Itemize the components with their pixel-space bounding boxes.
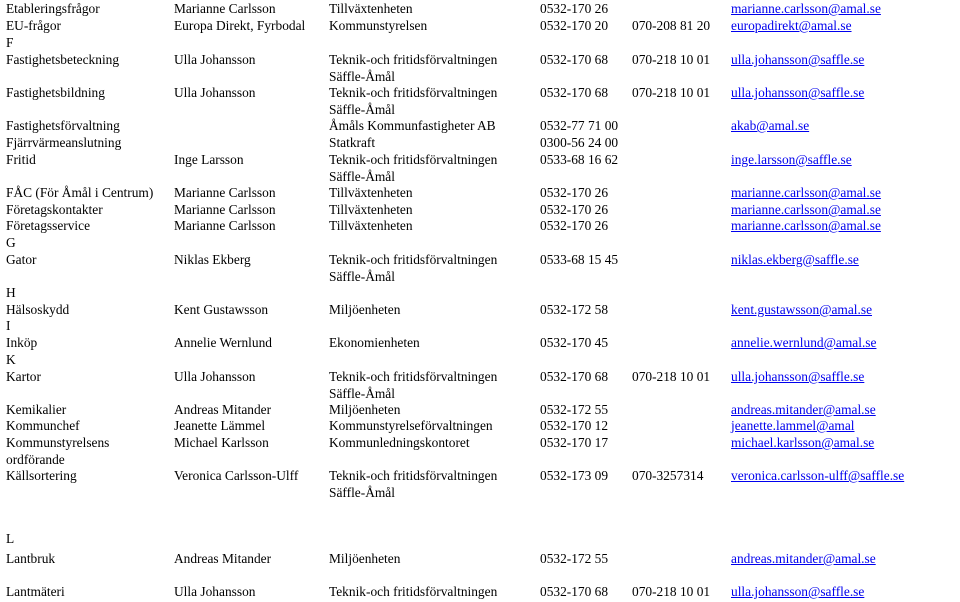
contact-person-cell-text: Niklas Ekberg (174, 252, 251, 267)
contact-person-cell-text: Ulla Johansson (174, 369, 256, 384)
contact-person-cell (174, 468, 298, 485)
email-link[interactable] (731, 468, 904, 485)
email-link[interactable] (731, 218, 881, 235)
email-link[interactable] (731, 335, 876, 352)
mobile-cell (632, 18, 710, 35)
subject-cell (6, 551, 55, 568)
department-cell-text: Teknik-och fritidsförvaltningen (329, 152, 498, 167)
phone-cell-text: 0532-170 17 (540, 435, 609, 450)
contact-person-cell-text: Andreas Mitander (174, 551, 272, 566)
phone-cell-text: 0532-172 55 (540, 402, 609, 417)
contact-person-cell (174, 18, 305, 35)
email-link-text: marianne.carlsson@amal.se (731, 185, 881, 200)
mobile-cell-text: 070-218 10 01 (632, 85, 711, 100)
phone-cell (540, 369, 608, 386)
subject-cell-text: EU-frågor (6, 18, 62, 33)
subject-cell (6, 85, 105, 102)
department-cell-text: Miljöenheten (329, 551, 401, 566)
phone-cell-text: 0532-172 55 (540, 551, 609, 566)
phone-cell-text: 0532-170 68 (540, 52, 609, 67)
phone-cell-text: 0532-77 71 00 (540, 118, 619, 133)
contact-person-cell-text: Veronica Carlsson-Ulff (174, 468, 299, 483)
contact-person-cell (174, 435, 269, 452)
subject-cell-text: Fritid (6, 152, 36, 167)
email-link[interactable] (731, 85, 864, 102)
section-letter: H (6, 285, 16, 300)
email-link[interactable] (731, 185, 881, 202)
department-cell-text: Teknik-och fritidsförvaltningen (329, 85, 498, 100)
department-cell-text: Kommunstyrelsen (329, 18, 428, 33)
phone-cell-text: 0533-68 16 62 (540, 152, 619, 167)
email-link[interactable] (731, 152, 852, 169)
phone-cell-text: 0532-173 09 (540, 468, 609, 483)
department-cell (329, 85, 497, 118)
department-cell-text-line2: Säffle-Åmål (329, 268, 395, 284)
contact-person-cell (174, 85, 255, 102)
contact-person-cell-text: Marianne Carlsson (174, 202, 276, 217)
subject-cell-text: Hälsoskydd (6, 302, 70, 317)
department-cell (329, 551, 400, 568)
subject-cell-text: Fastighetsbildning (6, 85, 105, 100)
contact-person-cell-text: Ulla Johansson (174, 52, 256, 67)
email-link-text: michael.karlsson@amal.se (731, 435, 875, 450)
subject-cell (6, 369, 41, 386)
subject-cell-text: Kartor (6, 369, 41, 384)
department-cell (329, 202, 413, 219)
subject-cell-text: Företagskontakter (6, 202, 103, 217)
subject-cell-text: Etableringsfrågor (6, 1, 100, 16)
phone-cell (540, 135, 618, 152)
phone-cell-text: 0532-170 68 (540, 369, 609, 384)
email-link[interactable] (731, 202, 881, 219)
subject-cell-text: FÅC (För Åmål i Centrum) (6, 185, 154, 200)
subject-cell-text: Källsortering (6, 468, 77, 483)
department-cell-text: Teknik-och fritidsförvaltningen (329, 52, 498, 67)
email-link[interactable] (731, 551, 876, 568)
department-cell (329, 418, 493, 435)
email-link[interactable] (731, 402, 876, 419)
email-link[interactable] (731, 118, 809, 135)
section-letter: I (6, 318, 11, 333)
department-cell-text-line2: Säffle-Åmål (329, 101, 395, 117)
subject-cell (6, 302, 69, 319)
phone-cell (540, 468, 608, 485)
contact-person-cell-text: Marianne Carlsson (174, 185, 276, 200)
email-link[interactable] (731, 252, 859, 269)
contact-person-cell (174, 52, 255, 69)
department-cell-text: Miljöenheten (329, 402, 401, 417)
subject-cell (6, 152, 36, 169)
phone-cell-text: 0532-170 26 (540, 1, 609, 16)
contact-person-cell (174, 402, 271, 419)
phone-cell (540, 218, 608, 235)
mobile-cell-text: 070-218 10 01 (632, 52, 711, 67)
contact-person-cell-text: Michael Karlsson (174, 435, 269, 450)
phone-cell (540, 584, 608, 601)
email-link-text: andreas.mitander@amal.se (731, 551, 876, 566)
department-cell-text: Kommunstyrelseförvaltningen (329, 418, 493, 433)
mobile-cell (632, 468, 703, 485)
section-letter: K (6, 352, 16, 367)
phone-cell-text: 0532-172 58 (540, 302, 609, 317)
subject-cell-text: Lantmäteri (6, 584, 65, 599)
department-cell-text: Teknik-och fritidsförvaltningen (329, 468, 498, 483)
department-cell-text: Teknik-och fritidsförvaltningen (329, 369, 498, 384)
email-link-text: marianne.carlsson@amal.se (731, 202, 881, 217)
mobile-cell-text: 070-218 10 01 (632, 584, 711, 599)
department-cell-text: Teknik-och fritidsförvaltningen (329, 584, 498, 599)
email-link-text: kent.gustawsson@amal.se (731, 302, 873, 317)
phone-cell (540, 185, 608, 202)
department-cell-text: Ekonomienheten (329, 335, 420, 350)
email-link-text: inge.larsson@saffle.se (731, 152, 852, 167)
phone-cell (540, 252, 618, 269)
department-cell (329, 52, 497, 85)
department-cell-text: Tillväxtenheten (329, 1, 413, 16)
subject-cell-text: Gator (6, 252, 37, 267)
contact-person-cell (174, 185, 276, 202)
phone-cell (540, 1, 608, 18)
department-cell-text: Åmåls Kommunfastigheter AB (329, 118, 496, 133)
subject-cell-text: Kemikalier (6, 402, 67, 417)
phone-cell-text: 0532-170 26 (540, 185, 609, 200)
department-cell (329, 302, 400, 319)
email-link[interactable] (731, 302, 872, 319)
subject-cell (6, 402, 66, 419)
subject-cell-text: Lantbruk (6, 551, 56, 566)
subject-cell-text: Företagsservice (6, 218, 91, 233)
email-link[interactable] (731, 418, 855, 435)
phone-cell (540, 435, 608, 452)
subject-cell (6, 335, 37, 352)
email-link[interactable] (731, 52, 864, 69)
department-cell (329, 468, 497, 501)
email-link-text: ulla.johansson@saffle.se (731, 584, 865, 599)
department-cell (329, 584, 497, 601)
department-cell (329, 185, 413, 202)
department-cell-text: Miljöenheten (329, 302, 401, 317)
department-cell-text: Teknik-och fritidsförvaltningen (329, 252, 498, 267)
contact-person-cell-text: Europa Direkt, Fyrbodal (174, 18, 306, 33)
phone-cell (540, 302, 608, 319)
section-letter: F (6, 35, 14, 50)
phone-cell-text: 0300-56 24 00 (540, 135, 619, 150)
contact-person-cell (174, 218, 276, 235)
department-cell (329, 435, 470, 452)
phone-cell-text: 0532-170 26 (540, 218, 609, 233)
email-link-text: marianne.carlsson@amal.se (731, 218, 881, 233)
phone-cell-text: 0532-170 68 (540, 584, 609, 599)
department-cell (329, 1, 413, 18)
contact-person-cell-text: Marianne Carlsson (174, 218, 276, 233)
contact-person-cell (174, 202, 276, 219)
phone-cell (540, 152, 618, 169)
phone-cell-text: 0532-170 12 (540, 418, 609, 433)
department-cell (329, 402, 400, 419)
department-cell (329, 218, 413, 235)
department-cell-text-line2: Säffle-Åmål (329, 385, 395, 401)
contact-person-cell (174, 369, 255, 386)
section-letter: L (6, 531, 15, 546)
subject-cell-text: Kommunstyrelsens (6, 435, 110, 450)
subject-cell-text: Fjärrvärmeanslutning (6, 135, 122, 150)
phone-cell (540, 335, 608, 352)
subject-cell (6, 418, 80, 435)
email-link-text: ulla.johansson@saffle.se (731, 52, 865, 67)
phone-cell (540, 402, 608, 419)
subject-cell-text: Fastighetsbeteckning (6, 52, 120, 67)
email-link[interactable] (731, 435, 874, 452)
phone-cell-text: 0532-170 45 (540, 335, 609, 350)
contact-person-cell-text: Annelie Wernlund (174, 335, 272, 350)
phone-cell-text: 0533-68 15 45 (540, 252, 619, 267)
phone-cell (540, 418, 608, 435)
phone-cell (540, 85, 608, 102)
mobile-cell-text: 070-218 10 01 (632, 369, 711, 384)
contact-person-cell (174, 302, 268, 319)
mobile-cell (632, 584, 710, 601)
department-cell-text-line2: Säffle-Åmål (329, 68, 395, 84)
email-link[interactable] (731, 369, 864, 386)
contact-person-cell-text: Inge Larsson (174, 152, 244, 167)
phone-cell (540, 118, 618, 135)
phone-cell (540, 52, 608, 69)
contact-person-cell-text: Kent Gustawsson (174, 302, 269, 317)
subject-cell (6, 18, 61, 35)
email-link[interactable] (731, 1, 881, 18)
phone-cell (540, 551, 608, 568)
department-cell-text: Statkraft (329, 135, 376, 150)
phone-cell-text: 0532-170 26 (540, 202, 609, 217)
contact-person-cell (174, 152, 244, 169)
contact-person-cell-text: Ulla Johansson (174, 584, 256, 599)
department-cell-text: Tillväxtenheten (329, 218, 413, 233)
section-letter: G (6, 235, 16, 250)
phone-cell (540, 18, 608, 35)
subject-cell (6, 468, 77, 485)
department-cell-text-line2: Säffle-Åmål (329, 484, 395, 500)
email-link-text: andreas.mitander@amal.se (731, 402, 876, 417)
subject-cell-text: Inköp (6, 335, 38, 350)
email-link-text: niklas.ekberg@saffle.se (731, 252, 859, 267)
mobile-cell-text: 070-208 81 20 (632, 18, 711, 33)
contact-person-cell-text: Marianne Carlsson (174, 1, 276, 16)
contact-person-cell-text: Jeanette Lämmel (174, 418, 266, 433)
department-cell-text: Tillväxtenheten (329, 202, 413, 217)
email-link-text: annelie.wernlund@amal.se (731, 335, 877, 350)
mobile-cell (632, 85, 710, 102)
subject-cell (6, 584, 65, 601)
phone-cell-text: 0532-170 20 (540, 18, 609, 33)
mobile-cell (632, 52, 710, 69)
department-cell (329, 335, 420, 352)
email-link-text: marianne.carlsson@amal.se (731, 1, 881, 16)
contact-person-cell (174, 418, 265, 435)
phone-cell-text: 0532-170 68 (540, 85, 609, 100)
department-cell (329, 18, 427, 35)
contact-person-cell (174, 551, 271, 568)
subject-cell (6, 135, 121, 152)
contact-person-cell-text: Andreas Mitander (174, 402, 272, 417)
subject-cell (6, 435, 109, 468)
subject-cell-text-line2: ordförande (6, 451, 65, 467)
subject-cell (6, 52, 119, 69)
department-cell (329, 369, 497, 402)
subject-cell (6, 202, 103, 219)
subject-cell (6, 185, 153, 202)
department-cell (329, 252, 497, 285)
contact-person-cell (174, 584, 255, 601)
subject-cell (6, 218, 90, 235)
department-cell (329, 152, 497, 185)
email-link-text: europadirekt@amal.se (731, 18, 852, 33)
department-cell-text-line2: Säffle-Åmål (329, 168, 395, 184)
phone-cell (540, 202, 608, 219)
contact-person-cell-text: Ulla Johansson (174, 85, 256, 100)
subject-cell (6, 118, 120, 135)
subject-cell-text: Kommunchef (6, 418, 80, 433)
contact-person-cell (174, 335, 272, 352)
email-link-text: akab@amal.se (731, 118, 810, 133)
contact-person-cell (174, 252, 251, 269)
subject-cell (6, 252, 37, 269)
subject-cell (6, 1, 100, 18)
department-cell (329, 135, 375, 152)
email-link-text: ulla.johansson@saffle.se (731, 369, 865, 384)
department-cell-text: Kommunledningskontoret (329, 435, 470, 450)
subject-cell-text: Fastighetsförvaltning (6, 118, 120, 133)
email-link-text: ulla.johansson@saffle.se (731, 85, 865, 100)
mobile-cell (632, 369, 710, 386)
email-link[interactable] (731, 584, 864, 601)
email-link[interactable] (731, 18, 852, 35)
mobile-cell-text: 070-3257314 (632, 468, 704, 483)
department-cell (329, 118, 496, 135)
email-link-text: jeanette.lammel@amal (731, 418, 855, 433)
contact-person-cell (174, 1, 276, 18)
email-link-text: veronica.carlsson-ulff@saffle.se (731, 468, 905, 483)
department-cell-text: Tillväxtenheten (329, 185, 413, 200)
